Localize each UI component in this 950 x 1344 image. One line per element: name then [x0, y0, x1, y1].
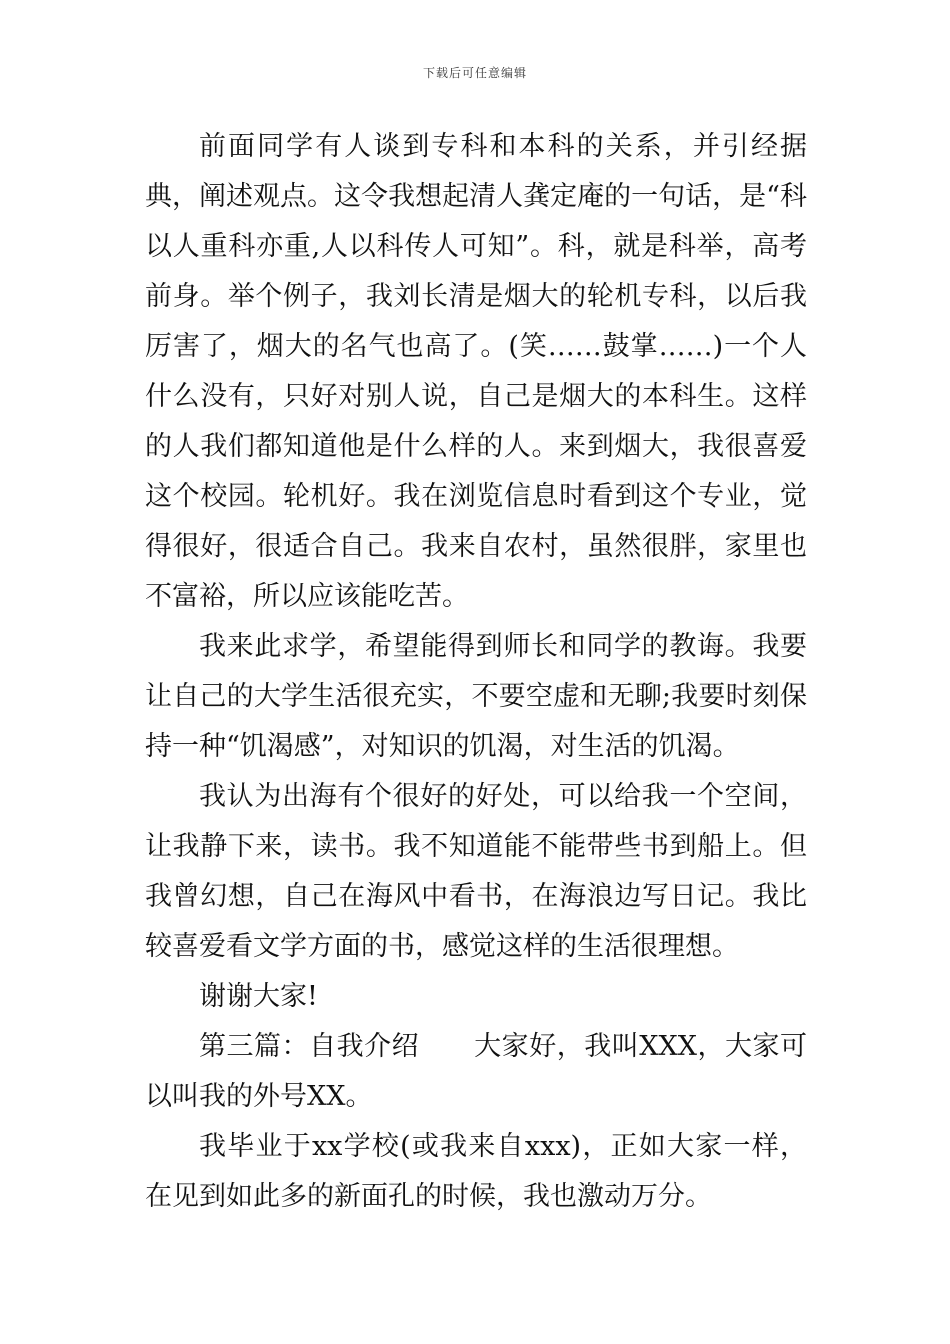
paragraph-4: 谢谢大家! [199, 981, 318, 1012]
paragraph-1: 前面同学有人谈到专科和本科的关系，并引经据典，阐述观点。这令我想起清人龚定庵的一句话，是“科以人重科亦重,人以科传人可知”。科，就是科举，高考前身。举个例子，我刘长清是烟大的轮机专科，以后我厉害了，烟大的名气也高了。(笑……鼓掌……)一个人什么没有，只好对别人说，自己是烟大的本科生。这样的人我们都知道他是什么样的人。来到烟大，我很喜爱这个校园。轮机好。我在浏览信息时看到这个专业，觉得很好，很适合自己。我来自农村，虽然很胖，家里也不富裕，所以应该能吃苦。 [145, 131, 807, 612]
paragraph-6: 我毕业于xx学校(或我来自xxx)，正如大家一样，在见到如此多的新面孔的时候，我也激动万分。 [145, 1131, 807, 1212]
paragraph-2: 我来此求学，希望能得到师长和同学的教诲。我要让自己的大学生活很充实，不要空虚和无聊;我要时刻保持一种“饥渴感”，对知识的饥渴，对生活的饥渴。 [145, 631, 807, 762]
paragraph-5: 第三篇：自我介绍 大家好，我叫XXX，大家可以叫我的外号XX。 [145, 1031, 807, 1112]
paragraph-3: 我认为出海有个很好的好处，可以给我一个空间，让我静下来，读书。我不知道能不能带些书到船上。但我曾幻想，自己在海风中看书，在海浪边写日记。我比较喜爱看文学方面的书，感觉这样的生活很理想。 [145, 781, 807, 962]
header-note: 下载后可任意编辑 [422, 66, 527, 80]
body-text [145, 122, 807, 1222]
